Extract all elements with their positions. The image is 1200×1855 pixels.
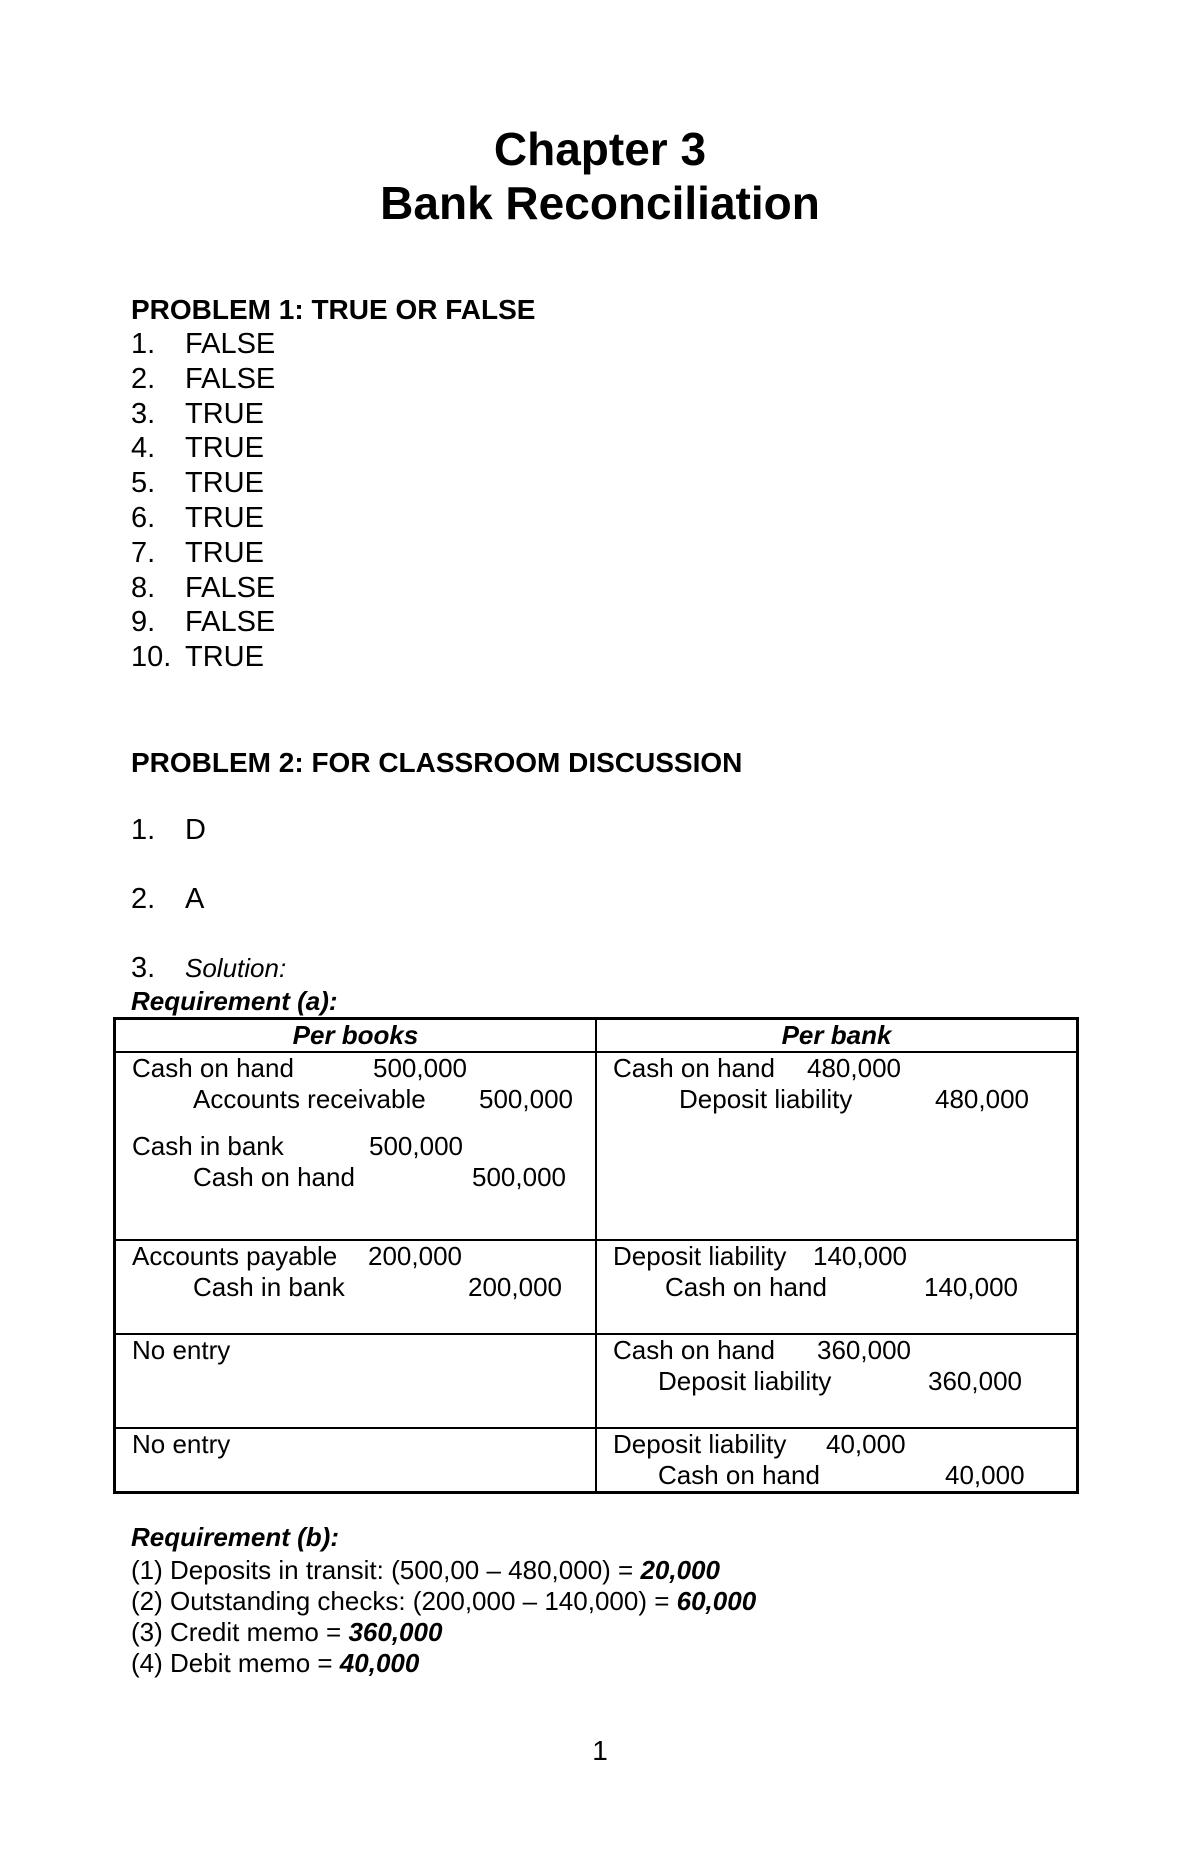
list-item: 1. FALSE — [131, 328, 276, 360]
list-item: 10. TRUE — [131, 641, 264, 674]
answer-value: 40,000 — [339, 1648, 420, 1678]
list-item: (3) Credit memo = 360,000 — [131, 1617, 443, 1647]
column-header-per-books: Per books — [115, 1019, 597, 1053]
list-item: 4. TRUE — [131, 432, 264, 465]
bank-entry-cell: Cash on hand 480,000 Deposit liability 480,000 — [596, 1052, 1078, 1240]
requirement-b-label: Requirement (b): — [131, 1522, 339, 1552]
bank-entry-cell: Cash on hand 360,000 Deposit liability 360,000 — [596, 1334, 1078, 1428]
list-item: 3. TRUE — [131, 397, 264, 430]
requirement-a-label: Requirement (a): — [131, 986, 338, 1016]
page-number: 1 — [592, 1735, 608, 1766]
table-row — [115, 1334, 1078, 1428]
page-title — [0, 122, 1200, 230]
column-header-per-bank: Per bank — [596, 1019, 1078, 1053]
answer-value: 360,000 — [348, 1617, 443, 1647]
table-row — [115, 1240, 1078, 1334]
list-item: 3. Solution: — [131, 952, 287, 984]
list-item: 8. FALSE — [131, 571, 276, 604]
list-item: (4) Debit memo = 40,000 — [131, 1648, 420, 1678]
list-item: 1. D — [131, 814, 206, 846]
table-row — [115, 1428, 1078, 1493]
list-item: 6. TRUE — [131, 501, 264, 534]
list-item: 5. TRUE — [131, 467, 264, 500]
list-item: (1) Deposits in transit: (500,00 – 480,000) = 20,000 — [131, 1555, 720, 1585]
list-item: (2) Outstanding checks: (200,000 – 140,000) = 60,000 — [131, 1586, 757, 1616]
books-entry-cell: No entry — [115, 1334, 597, 1428]
requirement-b-answers — [131, 1555, 756, 1679]
books-entry-cell: Cash on hand 500,000 Accounts receivable 500,000 Cash in bank 500,000 Cash on hand 500,000 — [115, 1052, 597, 1240]
problem-2-heading: PROBLEM 2: FOR CLASSROOM DISCUSSION — [131, 747, 743, 778]
books-entry-cell: No entry — [115, 1428, 597, 1493]
true-false-answer-list — [131, 327, 275, 675]
table-row — [115, 1052, 1078, 1240]
problem-1-heading: PROBLEM 1: TRUE OR FALSE — [131, 294, 536, 325]
bank-entry-cell: Deposit liability 140,000 Cash on hand 140,000 — [596, 1240, 1078, 1334]
list-item: 2. FALSE — [131, 362, 276, 395]
chapter-title: Bank Reconciliation — [380, 177, 820, 229]
list-item: 9. FALSE — [131, 606, 276, 639]
list-item: 2. A — [131, 883, 205, 915]
answer-value: 20,000 — [640, 1555, 720, 1585]
bank-entry-cell: Deposit liability 40,000 Cash on hand 40,000 — [596, 1428, 1078, 1493]
answer-value: 60,000 — [676, 1586, 757, 1616]
chapter-number: Chapter 3 — [493, 123, 707, 175]
list-item: 7. TRUE — [131, 536, 264, 569]
journal-entries-table — [113, 1017, 1079, 1494]
books-entry-cell: Accounts payable 200,000 Cash in bank 200,000 — [115, 1240, 597, 1334]
